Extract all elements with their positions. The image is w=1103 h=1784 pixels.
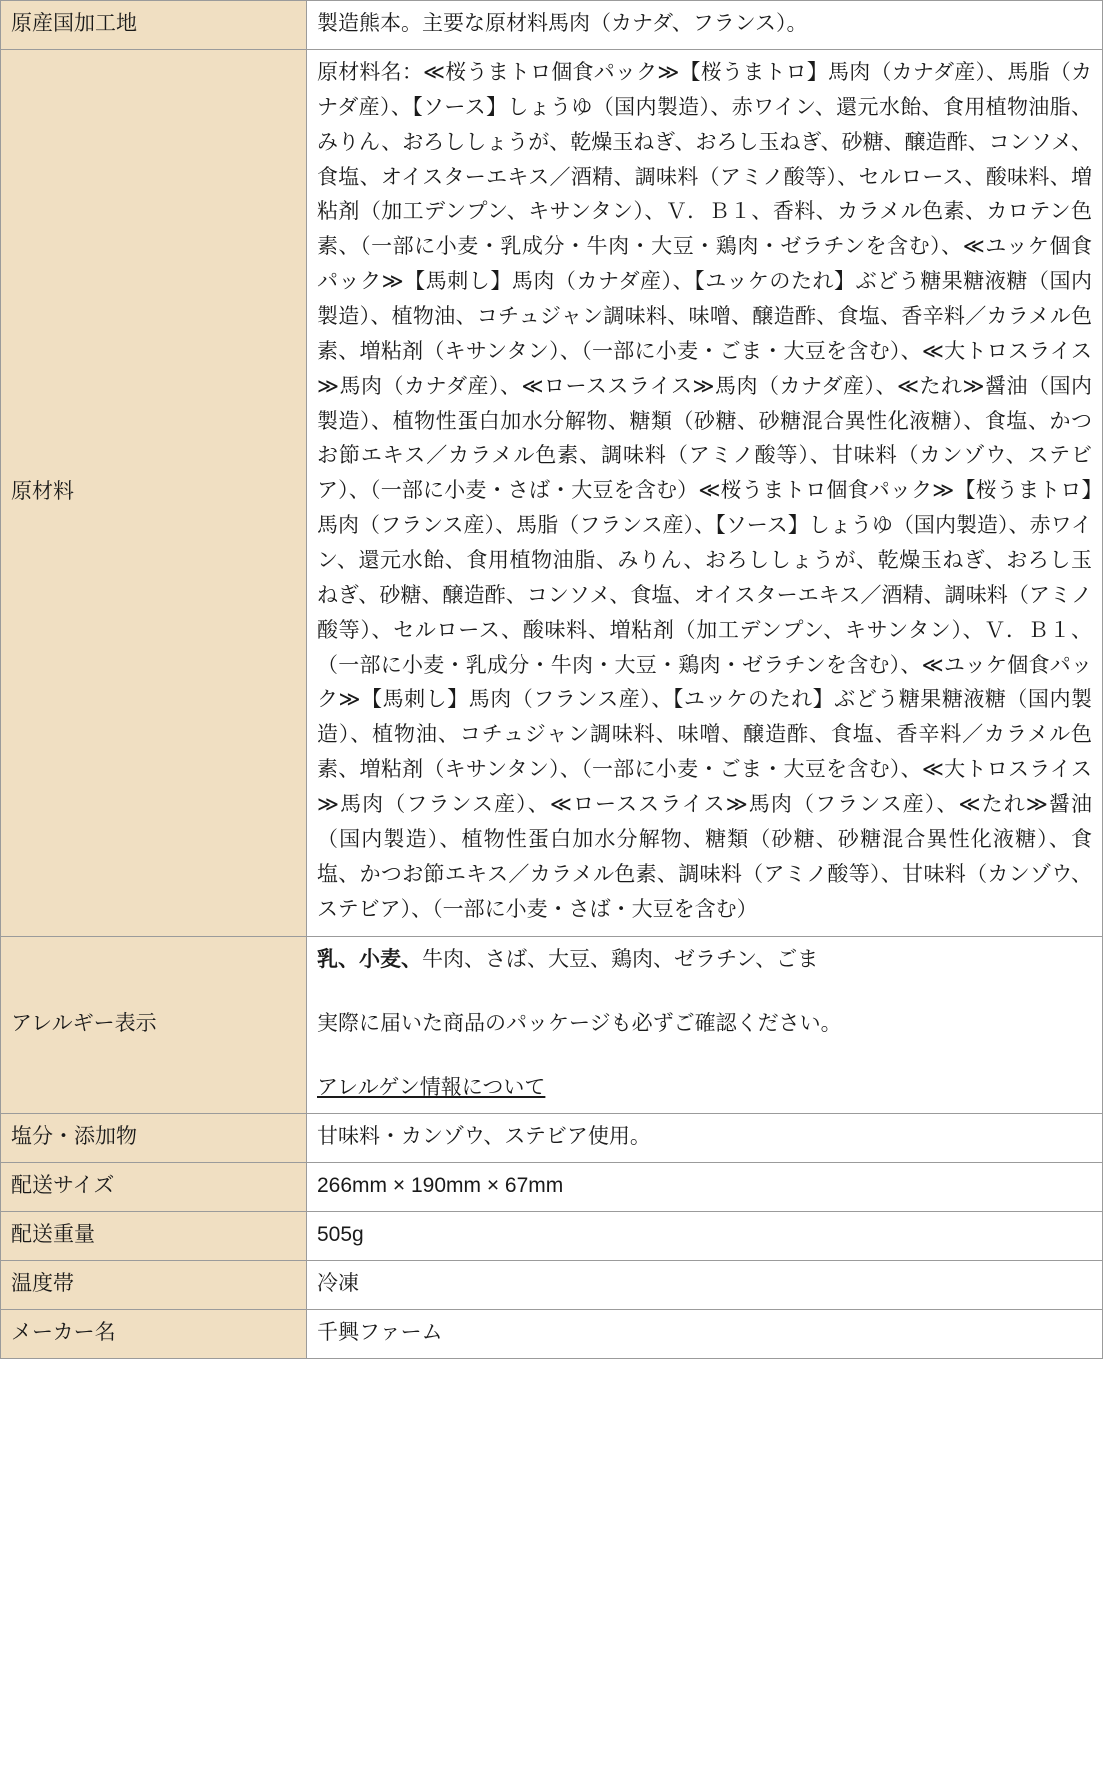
row-value-ingredients (307, 50, 1103, 936)
row-value-shipping-size (307, 1162, 1103, 1211)
label-text: メーカー名 (11, 1320, 116, 1344)
row-value-additives (307, 1113, 1103, 1162)
row-label-shipping-size (1, 1162, 307, 1211)
table-row-temperature (1, 1260, 1103, 1309)
row-label-additives (1, 1113, 307, 1162)
label-text: 原産国加工地 (11, 12, 137, 35)
value-text: 製造熊本。主要な原材料馬肉（カナダ、フランス）。 (317, 12, 808, 35)
table-row-shipping-weight (1, 1211, 1103, 1260)
row-value-shipping-weight (307, 1211, 1103, 1260)
label-text: 原材料 (11, 479, 74, 503)
value-text: 冷凍 (317, 1271, 359, 1295)
row-label-temperature (1, 1260, 307, 1309)
row-value-origin (307, 1, 1103, 50)
table-row-origin (1, 1, 1103, 50)
value-text: 505g (317, 1222, 364, 1246)
row-value-maker (307, 1309, 1103, 1358)
row-label-shipping-weight (1, 1211, 307, 1260)
label-text: 塩分・添加物 (11, 1124, 137, 1148)
row-label-maker (1, 1309, 307, 1358)
allergen-strong: 乳、小麦、 (317, 947, 422, 971)
table-row-shipping-size (1, 1162, 1103, 1211)
table-row-ingredients (1, 50, 1103, 936)
table-row-maker (1, 1309, 1103, 1358)
label-text: 温度帯 (11, 1271, 74, 1295)
value-text: 千興ファーム (317, 1320, 443, 1344)
ingredients-text: 原材料名：≪桜うまトロ個食パック≫【桜うまトロ】馬肉（カナダ産）、馬脂（カナダ産）、【ソース】しょうゆ（国内製造）、赤ワイン、還元水飴、食用植物油脂、みりん、おろししょうが、乾燥玉ねぎ、おろし玉ねぎ、砂糖、醸造酢、コンソメ、食塩、オイスターエキス／酒精、調味料（アミノ酸等）、セルロース、酸味料、増粘剤（加工デンプン、キサンタン）、Ｖ．Ｂ１、香料、カラメル色素、カロテン色素、（一部に小麦・乳成分・牛肉・大豆・鶏肉・ゼラチンを含む）、≪ユッケ個食パック≫【馬刺し】馬肉（カナダ産）、【ユッケのたれ】ぶどう糖果糖液糖（国内製造）、植物油、コチュジャン調味料、味噌、醸造酢、食塩、香辛料／カラメル色素、増粘剤（キサンタン）、（一部に小麦・ごま・大豆を含む）、≪大トロスライス≫馬肉（カナダ産）、≪ローススライス≫馬肉（カナダ産）、≪たれ≫醤油（国内製造）、植物性蛋白加水分解物、糖類（砂糖、砂糖混合異性化液糖）、食塩、かつお節エキス／カラメル色素、調味料（アミノ酸等）、甘味料（カンゾウ、ステビア）、（一部に小麦・さば・大豆を含む）≪桜うまトロ個食パック≫【桜うまトロ】馬肉（フランス産）、馬脂（フランス産）、【ソース】しょうゆ（国内製造）、赤ワイン、還元水飴、食用植物油脂、みりん、おろししょうが、乾燥玉ねぎ、おろし玉ねぎ、砂糖、醸造酢、コンソメ、食塩、オイスターエキス／酒精、調味料（アミノ酸等）、セルロース、酸味料、増粘剤（加工デンプン、キサンタン）、Ｖ．Ｂ１、（一部に小麦・乳成分・牛肉・大豆・鶏肉・ゼラチンを含む）、≪ユッケ個食パック≫【馬刺し】馬肉（フランス産）、【ユッケのたれ】ぶどう糖果糖液糖（国内製造）、植物油、コチュジャン調味料、味噌、醸造酢、食塩、香辛料／カラメル色素、増粘剤（キサンタン）、（一部に小麦・ごま・大豆を含む）、≪大トロスライス≫馬肉（フランス産）、≪ローススライス≫馬肉（フランス産）、≪たれ≫醤油（国内製造）、植物性蛋白加水分解物、糖類（砂糖、砂糖混合異性化液糖）、食塩、かつお節エキス／カラメル色素、調味料（アミノ酸等）、甘味料（カンゾウ、ステビア）、（一部に小麦・さば・大豆を含む） (317, 61, 1092, 921)
allergen-list (317, 943, 1092, 977)
row-label-origin (1, 1, 307, 50)
row-value-allergy (307, 936, 1103, 1113)
allergy-block (317, 943, 1092, 1105)
row-value-temperature (307, 1260, 1103, 1309)
value-text: 266mm × 190mm × 67mm (317, 1173, 564, 1197)
allergen-info-link[interactable]: アレルゲン情報について (317, 1075, 546, 1099)
table-row-additives (1, 1113, 1103, 1162)
label-text: 配送サイズ (11, 1173, 115, 1197)
table-row-allergy (1, 936, 1103, 1113)
label-text: 配送重量 (11, 1222, 95, 1246)
value-text: 甘味料・カンゾウ、ステビア使用。 (317, 1124, 651, 1148)
allergen-rest: 牛肉、さば、大豆、鶏肉、ゼラチン、ごま (422, 947, 819, 971)
label-text: アレルギー表示 (11, 1011, 157, 1035)
allergy-note: 実際に届いた商品のパッケージも必ずご確認ください。 (317, 1011, 842, 1035)
row-label-allergy (1, 936, 307, 1113)
row-label-ingredients (1, 50, 307, 936)
